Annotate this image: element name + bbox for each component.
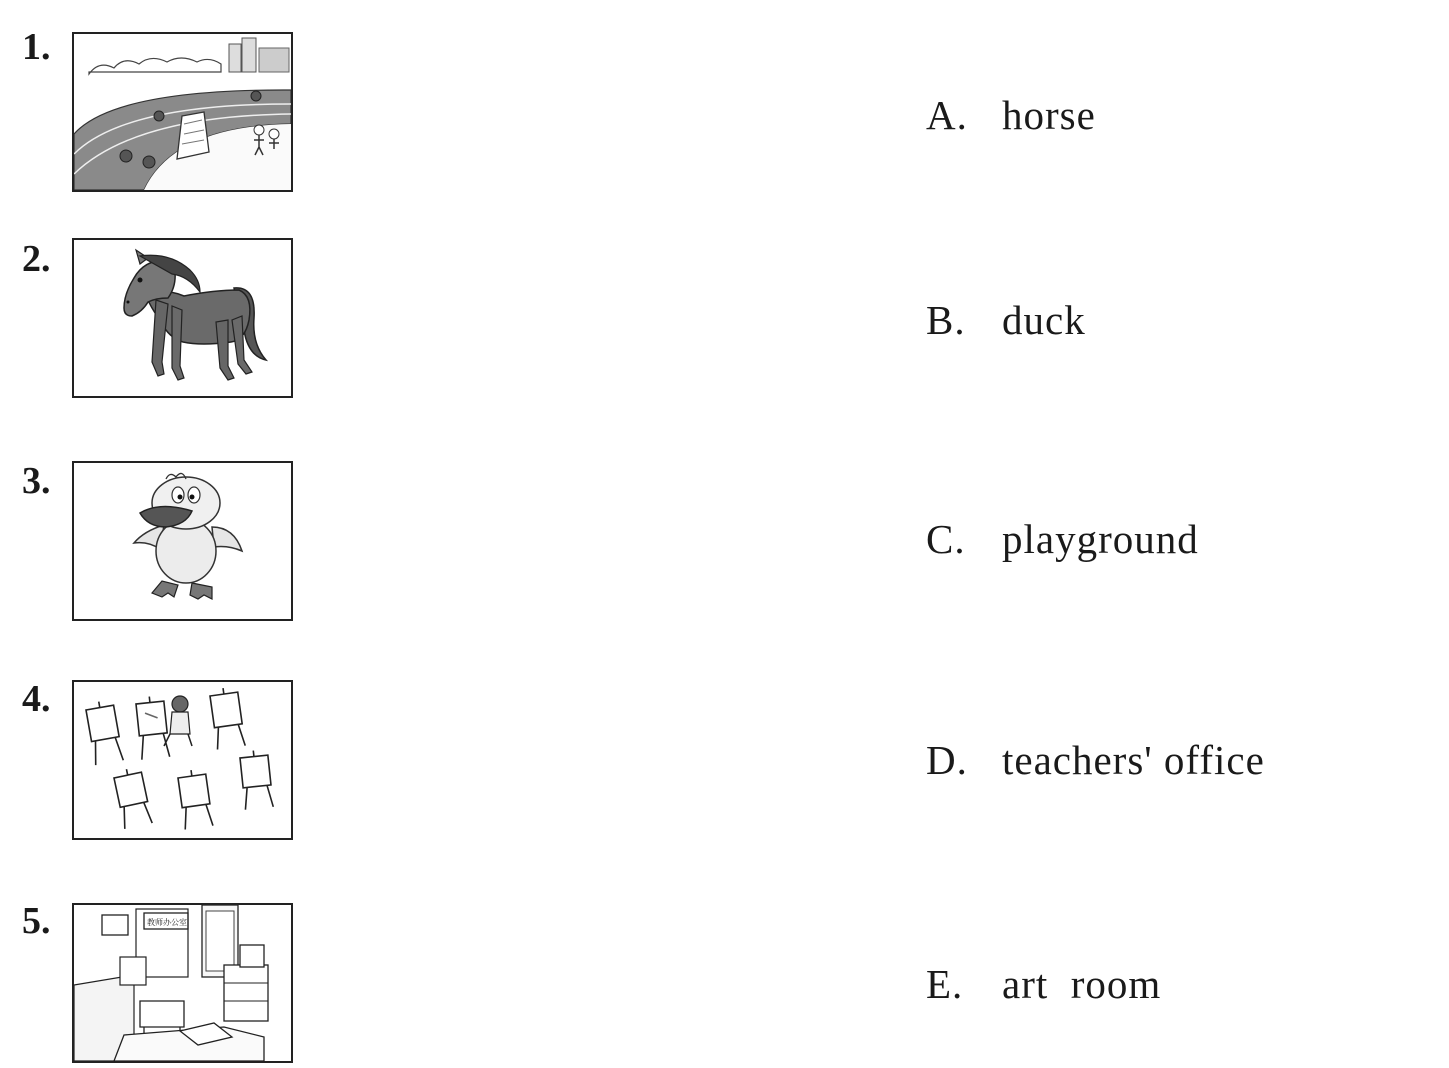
option-d — [926, 737, 1265, 783]
teachers-office-picture — [72, 903, 293, 1063]
horse-picture — [72, 238, 293, 398]
option-b — [926, 297, 1086, 343]
option-d-word: teachers' office — [1002, 737, 1265, 783]
playground-picture — [72, 32, 293, 192]
item-number-4: 4. — [22, 678, 51, 720]
option-a-letter: A. — [926, 92, 968, 138]
item-number-3: 3. — [22, 460, 51, 502]
duck-icon — [74, 463, 291, 619]
office-icon — [74, 905, 291, 1061]
option-a — [926, 92, 1096, 138]
duck-picture — [72, 461, 293, 621]
office-sign: 教师办公室 — [147, 918, 187, 927]
option-c-word: playground — [1002, 516, 1199, 562]
item-number-1: 1. — [22, 26, 51, 68]
option-c — [926, 516, 1199, 562]
option-d-letter: D. — [926, 737, 968, 783]
playground-icon — [74, 34, 291, 190]
option-b-letter: B. — [926, 297, 966, 343]
option-b-word: duck — [1002, 297, 1086, 343]
item-number-5: 5. — [22, 900, 51, 942]
art-room-picture — [72, 680, 293, 840]
option-e-word: art room — [1002, 961, 1162, 1007]
horse-icon — [74, 240, 291, 396]
option-c-letter: C. — [926, 516, 966, 562]
easel-icon — [74, 682, 291, 838]
option-a-word: horse — [1002, 92, 1096, 138]
option-e — [926, 961, 1162, 1007]
item-number-2: 2. — [22, 238, 51, 280]
option-e-letter: E. — [926, 961, 964, 1007]
